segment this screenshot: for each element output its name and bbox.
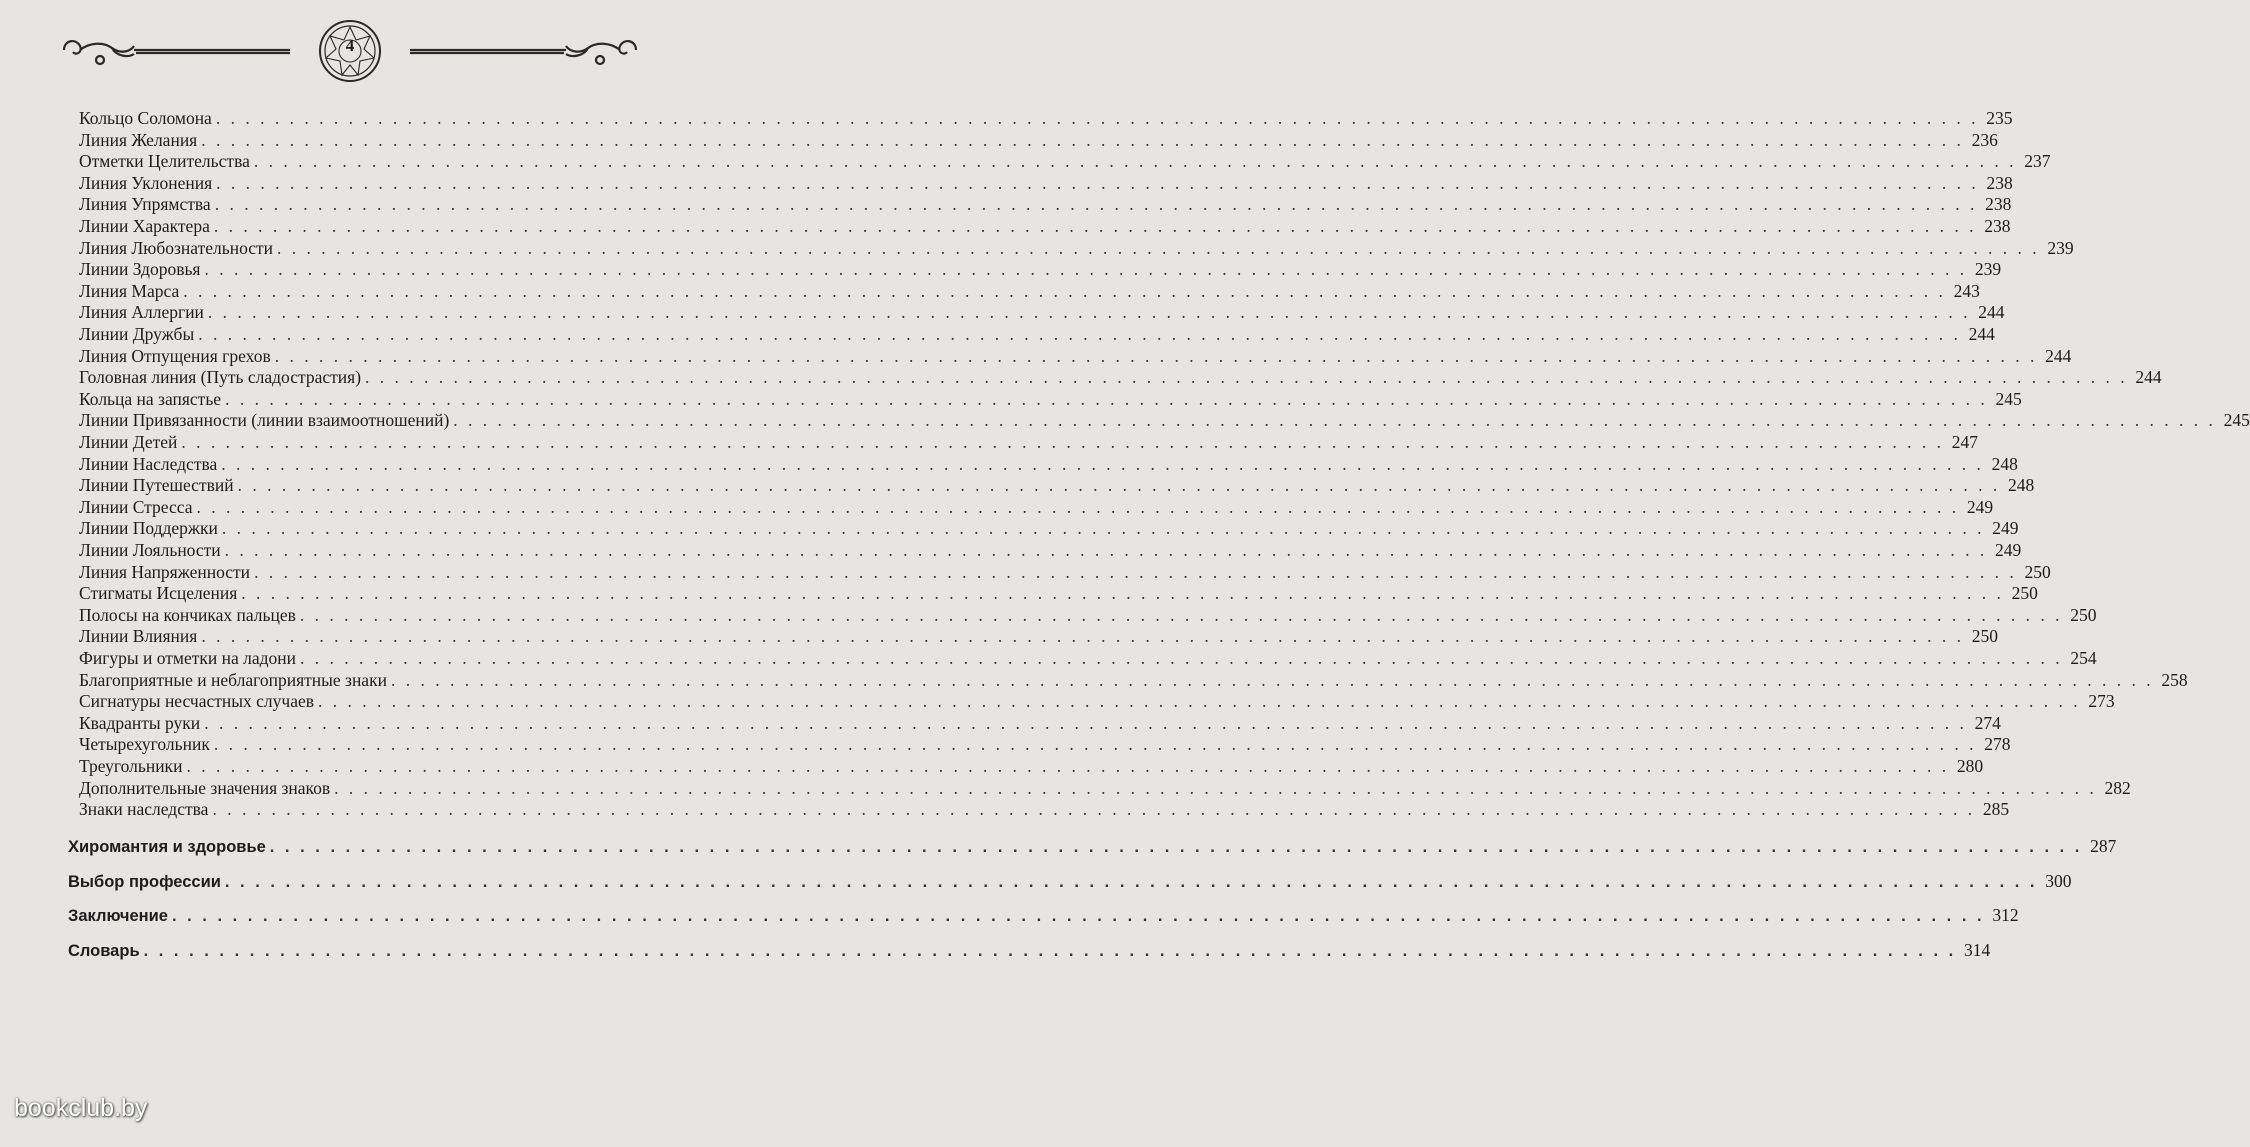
toc-entry-title: Знаки наследства [79, 799, 209, 820]
dot-leader: . . . . . . . . . . . . . . . . . . . . . . . . . . . . . . . . . . . . . . . . . . . . . . . . . . . . . . . . . . . . . . . . . . . . . . . . . . . . . . . . . . . . . . . . . . . . . . . . . . . . . . . . . . . . . . . . . . . . . . . . [365, 367, 2128, 388]
toc-entry-title: Линия Аллергии [79, 302, 204, 323]
toc-entry-title: Линии Привязанности (линии взаимоотношений) [79, 410, 450, 431]
toc-entry-page: 237 [2024, 151, 2051, 172]
toc-entry-page: 274 [1974, 712, 2001, 733]
toc-entry [79, 583, 2038, 605]
dot-leader: . . . . . . . . . . . . . . . . . . . . . . . . . . . . . . . . . . . . . . . . . . . . . . . . . . . . . . . . . . . . . . . . . . . . . . . . . . . . . . . . . . . . . . . . . . . . . . . . . . . . . . . . . . . . . . . . . . . . . . . . [224, 872, 2038, 891]
toc-entry [68, 939, 1991, 964]
dot-leader: . . . . . . . . . . . . . . . . . . . . . . . . . . . . . . . . . . . . . . . . . . . . . . . . . . . . . . . . . . . . . . . . . . . . . . . . . . . . . . . . . . . . . . . . . . . . . . . . . . . . . . . . . . . . . . . . . . . . . . . . [221, 518, 1985, 539]
toc-entry-page: 280 [1956, 756, 1984, 776]
toc-entry-page: 250 [2070, 604, 2097, 625]
toc-entry-title: Линия Отпущения грехов [79, 345, 271, 366]
toc-entry-title: Заключение [68, 907, 168, 925]
toc-entry [68, 836, 2117, 860]
toc-entry-page: 250 [2024, 561, 2051, 582]
toc-entry-title: Линии Путешествий [79, 475, 234, 496]
toc-entry-title: Линия Напряженности [79, 561, 251, 582]
toc-entry [79, 734, 2011, 756]
toc-entry-title: Линия Любознательности [79, 237, 274, 258]
toc-entry-page: 254 [2070, 648, 2097, 668]
toc-entry-page: 244 [1978, 302, 2005, 323]
toc-entry-page: 238 [1985, 194, 2012, 215]
toc-entry [79, 453, 2018, 476]
toc-entry [79, 712, 2001, 735]
dot-leader: . . . . . . . . . . . . . . . . . . . . . . . . . . . . . . . . . . . . . . . . . . . . . . . . . . . . . . . . . . . . . . . . . . . . . . . . . . . . . . . . . . . . . . . . . . . . . . . . . . . . . . . . . . . . . . . . . . . . . . . . [390, 669, 2154, 690]
toc-entry-title: Линии Здоровья [79, 259, 201, 280]
toc-entry-page: 312 [1992, 905, 2019, 925]
toc-entry-title: Дополнительные значения знаков [79, 777, 331, 798]
toc-entry [79, 172, 2013, 195]
toc-entry [79, 259, 2002, 281]
dot-leader: . . . . . . . . . . . . . . . . . . . . . . . . . . . . . . . . . . . . . . . . . . . . . . . . . . . . . . . . . . . . . . . . . . . . . . . . . . . . . . . . . . . . . . . . . . . . . . . . . . . . . . . . . . . . . . . . . . . . . . . . [254, 561, 2017, 582]
toc-entry-page: 248 [1991, 453, 2018, 474]
dot-leader: . . . . . . . . . . . . . . . . . . . . . . . . . . . . . . . . . . . . . . . . . . . . . . . . . . . . . . . . . . . . . . . . . . . . . . . . . . . . . . . . . . . . . . . . . . . . . . . . . . . . . . . . . . . . . . . . . . . . . . . . [216, 172, 1979, 193]
dot-leader: . . . . . . . . . . . . . . . . . . . . . . . . . . . . . . . . . . . . . . . . . . . . . . . . . . . . . . . . . . . . . . . . . . . . . . . . . . . . . . . . . . . . . . . . . . . . . . . . . . . . . . . . . . . . . . . . . . . . . . . . [453, 410, 2216, 431]
toc-entry-title: Линия Желания [79, 129, 198, 150]
toc-entry-title: Линии Поддержки [79, 518, 218, 539]
toc-entry-page: 245 [2223, 410, 2250, 431]
toc-entry-page: 249 [1995, 540, 2022, 560]
toc-entry [79, 345, 2072, 368]
toc-entry-page: 314 [1963, 939, 1991, 960]
toc-entry [79, 604, 2097, 627]
toc-entry-page: 285 [1982, 799, 2010, 820]
toc-entry-page: 243 [1953, 280, 1980, 301]
toc-entry-page: 238 [1986, 172, 2013, 193]
toc-entry-page: 245 [1995, 388, 2022, 409]
toc-entry [79, 475, 2035, 497]
toc-entry [79, 194, 2012, 216]
toc-entry-title: Линии Наследства [79, 453, 218, 474]
toc-entry [79, 648, 2097, 670]
toc-entry [79, 216, 2011, 238]
dot-leader: . . . . . . . . . . . . . . . . . . . . . . . . . . . . . . . . . . . . . . . . . . . . . . . . . . . . . . . . . . . . . . . . . . . . . . . . . . . . . . . . . . . . . . . . . . . . . . . . . . . . . . . . . . . . . . . . . . . . . . . . [241, 583, 2004, 604]
watermark: bookclub.by [14, 1094, 148, 1122]
toc-entry-title: Линии Дружбы [79, 324, 195, 344]
toc-entry-title: Линии Характера [79, 216, 210, 236]
toc-entry-page: 250 [2011, 583, 2038, 604]
toc-entry-title: Линии Влияния [79, 626, 198, 647]
toc-entry-page: 235 [1986, 108, 2013, 128]
toc-entry-page: 278 [1984, 734, 2011, 755]
toc-entry-page: 244 [1968, 324, 1995, 344]
toc-entry [79, 432, 1979, 454]
toc-entry [79, 151, 2051, 173]
dot-leader: . . . . . . . . . . . . . . . . . . . . . . . . . . . . . . . . . . . . . . . . . . . . . . . . . . . . . . . . . . . . . . . . . . . . . . . . . . . . . . . . . . . . . . . . . . . . . . . . . . . . . . . . . . . . . . . . . . . . . . . . [201, 626, 1964, 647]
toc-entry [79, 108, 2013, 130]
toc-entry [79, 561, 2051, 584]
toc-entry-title: Словарь [68, 941, 140, 960]
dot-leader: . . . . . . . . . . . . . . . . . . . . . . . . . . . . . . . . . . . . . . . . . . . . . . . . . . . . . . . . . . . . . . . . . . . . . . . . . . . . . . . . . . . . . . . . . . . . . . . . . . . . . . . . . . . . . . . . . . . . . . . . [213, 216, 1977, 236]
toc-entry-title: Квадранты руки [79, 712, 201, 733]
toc-entry-page: 239 [2047, 237, 2074, 258]
toc-entry-page: 247 [1951, 432, 1979, 452]
toc-entry [79, 388, 2022, 411]
dot-leader: . . . . . . . . . . . . . . . . . . . . . . . . . . . . . . . . . . . . . . . . . . . . . . . . . . . . . . . . . . . . . . . . . . . . . . . . . . . . . . . . . . . . . . . . . . . . . . . . . . . . . . . . . . . . . . . . . . . . . . . . [212, 799, 1976, 820]
dot-leader: . . . . . . . . . . . . . . . . . . . . . . . . . . . . . . . . . . . . . . . . . . . . . . . . . . . . . . . . . . . . . . . . . . . . . . . . . . . . . . . . . . . . . . . . . . . . . . . . . . . . . . . . . . . . . . . . . . . . . . . . [277, 237, 2040, 258]
toc-entry-title: Хиромантия и здоровье [68, 838, 266, 856]
toc-entry-title: Кольца на запястье [79, 388, 222, 409]
toc-entry-title: Сигнатуры несчастных случаев [79, 691, 315, 712]
dot-leader: . . . . . . . . . . . . . . . . . . . . . . . . . . . . . . . . . . . . . . . . . . . . . . . . . . . . . . . . . . . . . . . . . . . . . . . . . . . . . . . . . . . . . . . . . . . . . . . . . . . . . . . . . . . . . . . . . . . . . . . . [237, 475, 2001, 496]
toc-entry-page: 250 [1971, 626, 1998, 647]
toc-entry [79, 280, 1980, 303]
toc-entry-page: 273 [2088, 691, 2115, 712]
toc-entry [79, 626, 1998, 648]
toc-entry [79, 540, 2022, 562]
toc-entry-title: Выбор профессии [68, 872, 221, 891]
dot-leader: . . . . . . . . . . . . . . . . . . . . . . . . . . . . . . . . . . . . . . . . . . . . . . . . . . . . . . . . . . . . . . . . . . . . . . . . . . . . . . . . . . . . . . . . . . . . . . . . . . . . . . . . . . . . . . . . . . . . . . . . [196, 496, 1960, 517]
toc-entry-title: Линии Лояльности [79, 540, 221, 560]
dot-leader: . . . . . . . . . . . . . . . . . . . . . . . . . . . . . . . . . . . . . . . . . . . . . . . . . . . . . . . . . . . . . . . . . . . . . . . . . . . . . . . . . . . . . . . . . . . . . . . . . . . . . . . . . . . . . . . . . . . . . . . . [171, 907, 1985, 925]
toc-entry-page: 300 [2045, 870, 2072, 891]
toc-entry-page: 258 [2161, 669, 2188, 690]
toc-entry [79, 237, 2074, 260]
toc-entry-title: Стигматы Исцеления [79, 583, 238, 604]
dot-leader: . . . . . . . . . . . . . . . . . . . . . . . . . . . . . . . . . . . . . . . . . . . . . . . . . . . . . . . . . . . . . . . . . . . . . . . . . . . . . . . . . . . . . . . . . . . . . . . . . . . . . . . . . . . . . . . . . . . . . . . . [201, 129, 1964, 150]
toc-entry [79, 324, 1995, 346]
toc-entry [79, 367, 2162, 389]
toc-entry [79, 496, 1994, 519]
toc-entry-page: 239 [1974, 259, 2002, 280]
toc-entry [79, 777, 2131, 800]
page-header [60, 20, 640, 84]
dot-leader: . . . . . . . . . . . . . . . . . . . . . . . . . . . . . . . . . . . . . . . . . . . . . . . . . . . . . . . . . . . . . . . . . . . . . . . . . . . . . . . . . . . . . . . . . . . . . . . . . . . . . . . . . . . . . . . . . . . . . . . . [214, 194, 1978, 215]
toc-entry-page: 282 [2104, 777, 2131, 798]
toc-entry [79, 669, 2188, 692]
toc-entry-title: Фигуры и отметки на ладони [79, 648, 297, 668]
dot-leader: . . . . . . . . . . . . . . . . . . . . . . . . . . . . . . . . . . . . . . . . . . . . . . . . . . . . . . . . . . . . . . . . . . . . . . . . . . . . . . . . . . . . . . . . . . . . . . . . . . . . . . . . . . . . . . . . . . . . . . . . [318, 691, 2081, 712]
toc-entry-page: 287 [2090, 836, 2117, 856]
toc-entry-page: 244 [2045, 345, 2072, 366]
toc-entry-title: Треугольники [79, 756, 183, 776]
toc-entry-title: Линия Марса [79, 280, 180, 301]
toc-entry-page: 248 [2007, 475, 2035, 496]
toc-entry-page: 244 [2135, 367, 2162, 388]
dot-leader: . . . . . . . . . . . . . . . . . . . . . . . . . . . . . . . . . . . . . . . . . . . . . . . . . . . . . . . . . . . . . . . . . . . . . . . . . . . . . . . . . . . . . . . . . . . . . . . . . . . . . . . . . . . . . . . . . . . . . . . . [204, 712, 1967, 733]
dot-leader: . . . . . . . . . . . . . . . . . . . . . . . . . . . . . . . . . . . . . . . . . . . . . . . . . . . . . . . . . . . . . . . . . . . . . . . . . . . . . . . . . . . . . . . . . . . . . . . . . . . . . . . . . . . . . . . . . . . . . . . . [204, 259, 1968, 280]
toc-entry [79, 756, 1984, 778]
toc-entry-title: Четырехугольник [79, 734, 210, 755]
dot-leader: . . . . . . . . . . . . . . . . . . . . . . . . . . . . . . . . . . . . . . . . . . . . . . . . . . . . . . . . . . . . . . . . . . . . . . . . . . . . . . . . . . . . . . . . . . . . . . . . . . . . . . . . . . . . . . . . . . . . . . . . [183, 280, 1946, 301]
toc-entry [79, 799, 2010, 821]
dot-leader: . . . . . . . . . . . . . . . . . . . . . . . . . . . . . . . . . . . . . . . . . . . . . . . . . . . . . . . . . . . . . . . . . . . . . . . . . . . . . . . . . . . . . . . . . . . . . . . . . . . . . . . . . . . . . . . . . . . . . . . . [269, 838, 2083, 856]
toc-entry-title: Кольцо Соломона [79, 108, 212, 128]
dot-leader: . . . . . . . . . . . . . . . . . . . . . . . . . . . . . . . . . . . . . . . . . . . . . . . . . . . . . . . . . . . . . . . . . . . . . . . . . . . . . . . . . . . . . . . . . . . . . . . . . . . . . . . . . . . . . . . . . . . . . . . . [225, 388, 1988, 409]
dot-leader: . . . . . . . . . . . . . . . . . . . . . . . . . . . . . . . . . . . . . . . . . . . . . . . . . . . . . . . . . . . . . . . . . . . . . . . . . . . . . . . . . . . . . . . . . . . . . . . . . . . . . . . . . . . . . . . . . . . . . . . . [299, 604, 2063, 625]
toc-entry [79, 302, 2005, 324]
dot-leader: . . . . . . . . . . . . . . . . . . . . . . . . . . . . . . . . . . . . . . . . . . . . . . . . . . . . . . . . . . . . . . . . . . . . . . . . . . . . . . . . . . . . . . . . . . . . . . . . . . . . . . . . . . . . . . . . . . . . . . . . [186, 756, 1950, 776]
toc-entry [79, 129, 1998, 152]
toc-entry-title: Полосы на кончиках пальцев [79, 604, 296, 625]
toc-entry [79, 518, 2019, 540]
dot-leader: . . . . . . . . . . . . . . . . . . . . . . . . . . . . . . . . . . . . . . . . . . . . . . . . . . . . . . . . . . . . . . . . . . . . . . . . . . . . . . . . . . . . . . . . . . . . . . . . . . . . . . . . . . . . . . . . . . . . . . . . [143, 941, 1957, 960]
dot-leader: . . . . . . . . . . . . . . . . . . . . . . . . . . . . . . . . . . . . . . . . . . . . . . . . . . . . . . . . . . . . . . . . . . . . . . . . . . . . . . . . . . . . . . . . . . . . . . . . . . . . . . . . . . . . . . . . . . . . . . . . [215, 108, 1979, 128]
dot-leader: . . . . . . . . . . . . . . . . . . . . . . . . . . . . . . . . . . . . . . . . . . . . . . . . . . . . . . . . . . . . . . . . . . . . . . . . . . . . . . . . . . . . . . . . . . . . . . . . . . . . . . . . . . . . . . . . . . . . . . . . [224, 540, 1988, 560]
dot-leader: . . . . . . . . . . . . . . . . . . . . . . . . . . . . . . . . . . . . . . . . . . . . . . . . . . . . . . . . . . . . . . . . . . . . . . . . . . . . . . . . . . . . . . . . . . . . . . . . . . . . . . . . . . . . . . . . . . . . . . . . [334, 777, 2097, 798]
page-number: 4 [345, 36, 355, 55]
dot-leader: . . . . . . . . . . . . . . . . . . . . . . . . . . . . . . . . . . . . . . . . . . . . . . . . . . . . . . . . . . . . . . . . . . . . . . . . . . . . . . . . . . . . . . . . . . . . . . . . . . . . . . . . . . . . . . . . . . . . . . . . [198, 324, 1961, 344]
dot-leader: . . . . . . . . . . . . . . . . . . . . . . . . . . . . . . . . . . . . . . . . . . . . . . . . . . . . . . . . . . . . . . . . . . . . . . . . . . . . . . . . . . . . . . . . . . . . . . . . . . . . . . . . . . . . . . . . . . . . . . . . [300, 648, 2063, 668]
toc-entry-page: 238 [1984, 216, 2011, 236]
toc-entry-title: Головная линия (Путь сладострастия) [79, 367, 362, 388]
dot-leader: . . . . . . . . . . . . . . . . . . . . . . . . . . . . . . . . . . . . . . . . . . . . . . . . . . . . . . . . . . . . . . . . . . . . . . . . . . . . . . . . . . . . . . . . . . . . . . . . . . . . . . . . . . . . . . . . . . . . . . . . [207, 302, 1971, 323]
toc-entry [79, 410, 2250, 432]
toc-entry-page: 249 [1966, 496, 1994, 517]
toc-entry-title: Линия Упрямства [79, 194, 211, 215]
toc-entry-page: 236 [1971, 129, 1998, 150]
toc-entry-title: Линии Стресса [79, 496, 193, 517]
toc-entry-title: Благоприятные и неблагоприятные знаки [79, 669, 387, 690]
toc-entry-title: Линия Уклонения [79, 172, 213, 193]
toc-entry-title: Отметки Целительства [79, 151, 250, 172]
toc-entry [68, 870, 2072, 895]
dot-leader: . . . . . . . . . . . . . . . . . . . . . . . . . . . . . . . . . . . . . . . . . . . . . . . . . . . . . . . . . . . . . . . . . . . . . . . . . . . . . . . . . . . . . . . . . . . . . . . . . . . . . . . . . . . . . . . . . . . . . . . . [274, 345, 2038, 366]
dot-leader: . . . . . . . . . . . . . . . . . . . . . . . . . . . . . . . . . . . . . . . . . . . . . . . . . . . . . . . . . . . . . . . . . . . . . . . . . . . . . . . . . . . . . . . . . . . . . . . . . . . . . . . . . . . . . . . . . . . . . . . . [213, 734, 1977, 755]
toc-entry-title: Линии Детей [79, 432, 178, 452]
dot-leader: . . . . . . . . . . . . . . . . . . . . . . . . . . . . . . . . . . . . . . . . . . . . . . . . . . . . . . . . . . . . . . . . . . . . . . . . . . . . . . . . . . . . . . . . . . . . . . . . . . . . . . . . . . . . . . . . . . . . . . . . [221, 453, 1984, 474]
toc-entry-page: 249 [1992, 518, 2019, 539]
toc-entry [68, 905, 2019, 929]
dot-leader: . . . . . . . . . . . . . . . . . . . . . . . . . . . . . . . . . . . . . . . . . . . . . . . . . . . . . . . . . . . . . . . . . . . . . . . . . . . . . . . . . . . . . . . . . . . . . . . . . . . . . . . . . . . . . . . . . . . . . . . . [181, 432, 1945, 452]
dot-leader: . . . . . . . . . . . . . . . . . . . . . . . . . . . . . . . . . . . . . . . . . . . . . . . . . . . . . . . . . . . . . . . . . . . . . . . . . . . . . . . . . . . . . . . . . . . . . . . . . . . . . . . . . . . . . . . . . . . . . . . . [253, 151, 2017, 172]
toc-entry [79, 691, 2115, 713]
